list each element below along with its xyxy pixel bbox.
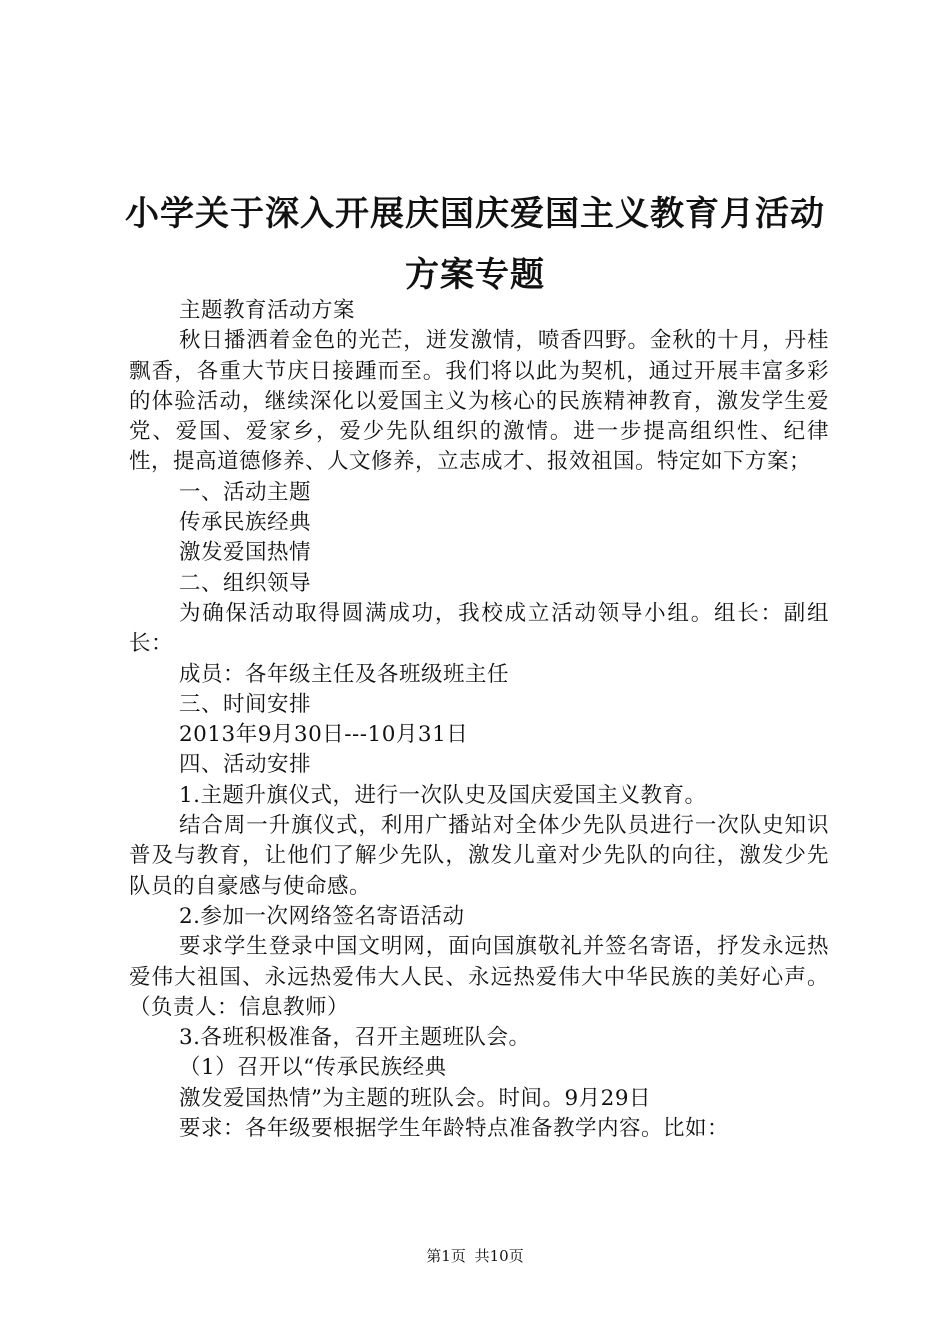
document-title-line-2: 方案专题 (405, 255, 545, 295)
paragraph-intro: 秋日播洒着金色的光芒，迸发激情，喷香四野。金秋的十月，丹桂飘香，各重大节庆日接踵而至。我们将以此为契机，通过开展丰富多彩的体验活动，继续深化以爱国主义为核心的民族精神教育，激发学生爱党、爱国、爱家乡，爱少先队组织的激情。进一步提高组织性、纪律性，提高道德修养、人文修养，立志成才、报效祖国。特定如下方案； (129, 328, 829, 475)
activity-item-2-detail: 要求学生登录中国文明网，面向国旗敬礼并签名寄语，抒发永远热爱伟大祖国、永远热爱伟大人民、永远热爱伟大中华民族的美好心声。（负责人：信息教师） (129, 934, 829, 1020)
theme-line-2: 激发爱国热情 (179, 540, 312, 566)
activity-item-3-sub-1-cont: 激发爱国热情”为主题的班队会。时间。9月29日 (179, 1085, 652, 1111)
page-total: 共10页 (474, 1247, 524, 1265)
page-footer (0, 1245, 950, 1266)
section-heading-activities: 四、活动安排 (179, 752, 312, 778)
paragraph-leadership: 为确保活动取得圆满成功，我校成立活动领导小组。组长：副组长： (129, 600, 829, 657)
activity-item-3-sub-1: （1）召开以“传承民族经典 (179, 1055, 447, 1081)
theme-line-1: 传承民族经典 (179, 510, 312, 536)
activity-item-1-detail: 结合周一升旗仪式，利用广播站对全体少先队员进行一次队史知识普及与教育，让他们了解少先队，激发儿童对少先队的向往，激发少先队员的自豪感与使命感。 (129, 813, 829, 899)
document-body (129, 296, 829, 1144)
section-heading-theme: 一、活动主题 (179, 479, 312, 505)
activity-item-1: 1.主题升旗仪式，进行一次队史及国庆爱国主义教育。 (179, 782, 707, 808)
activity-item-2: 2.参加一次网络签名寄语活动 (179, 903, 465, 929)
activity-item-3-requirement: 要求：各年级要根据学生年龄特点准备教学内容。比如： (179, 1116, 730, 1142)
document-title-line-1: 小学关于深入开展庆国庆爱国主义教育月活动 (125, 194, 825, 234)
paragraph-date-range: 2013年9月30日---10月31日 (179, 722, 469, 748)
section-heading-schedule: 三、时间安排 (179, 691, 312, 717)
page-number: 第1页 (426, 1247, 466, 1265)
activity-item-3: 3.各班积极准备，召开主题班队会。 (179, 1025, 531, 1051)
paragraph-members: 成员：各年级主任及各班级班主任 (179, 661, 510, 687)
paragraph-subtitle: 主题教育活动方案 (179, 298, 356, 323)
section-heading-leadership: 二、组织领导 (179, 570, 312, 596)
